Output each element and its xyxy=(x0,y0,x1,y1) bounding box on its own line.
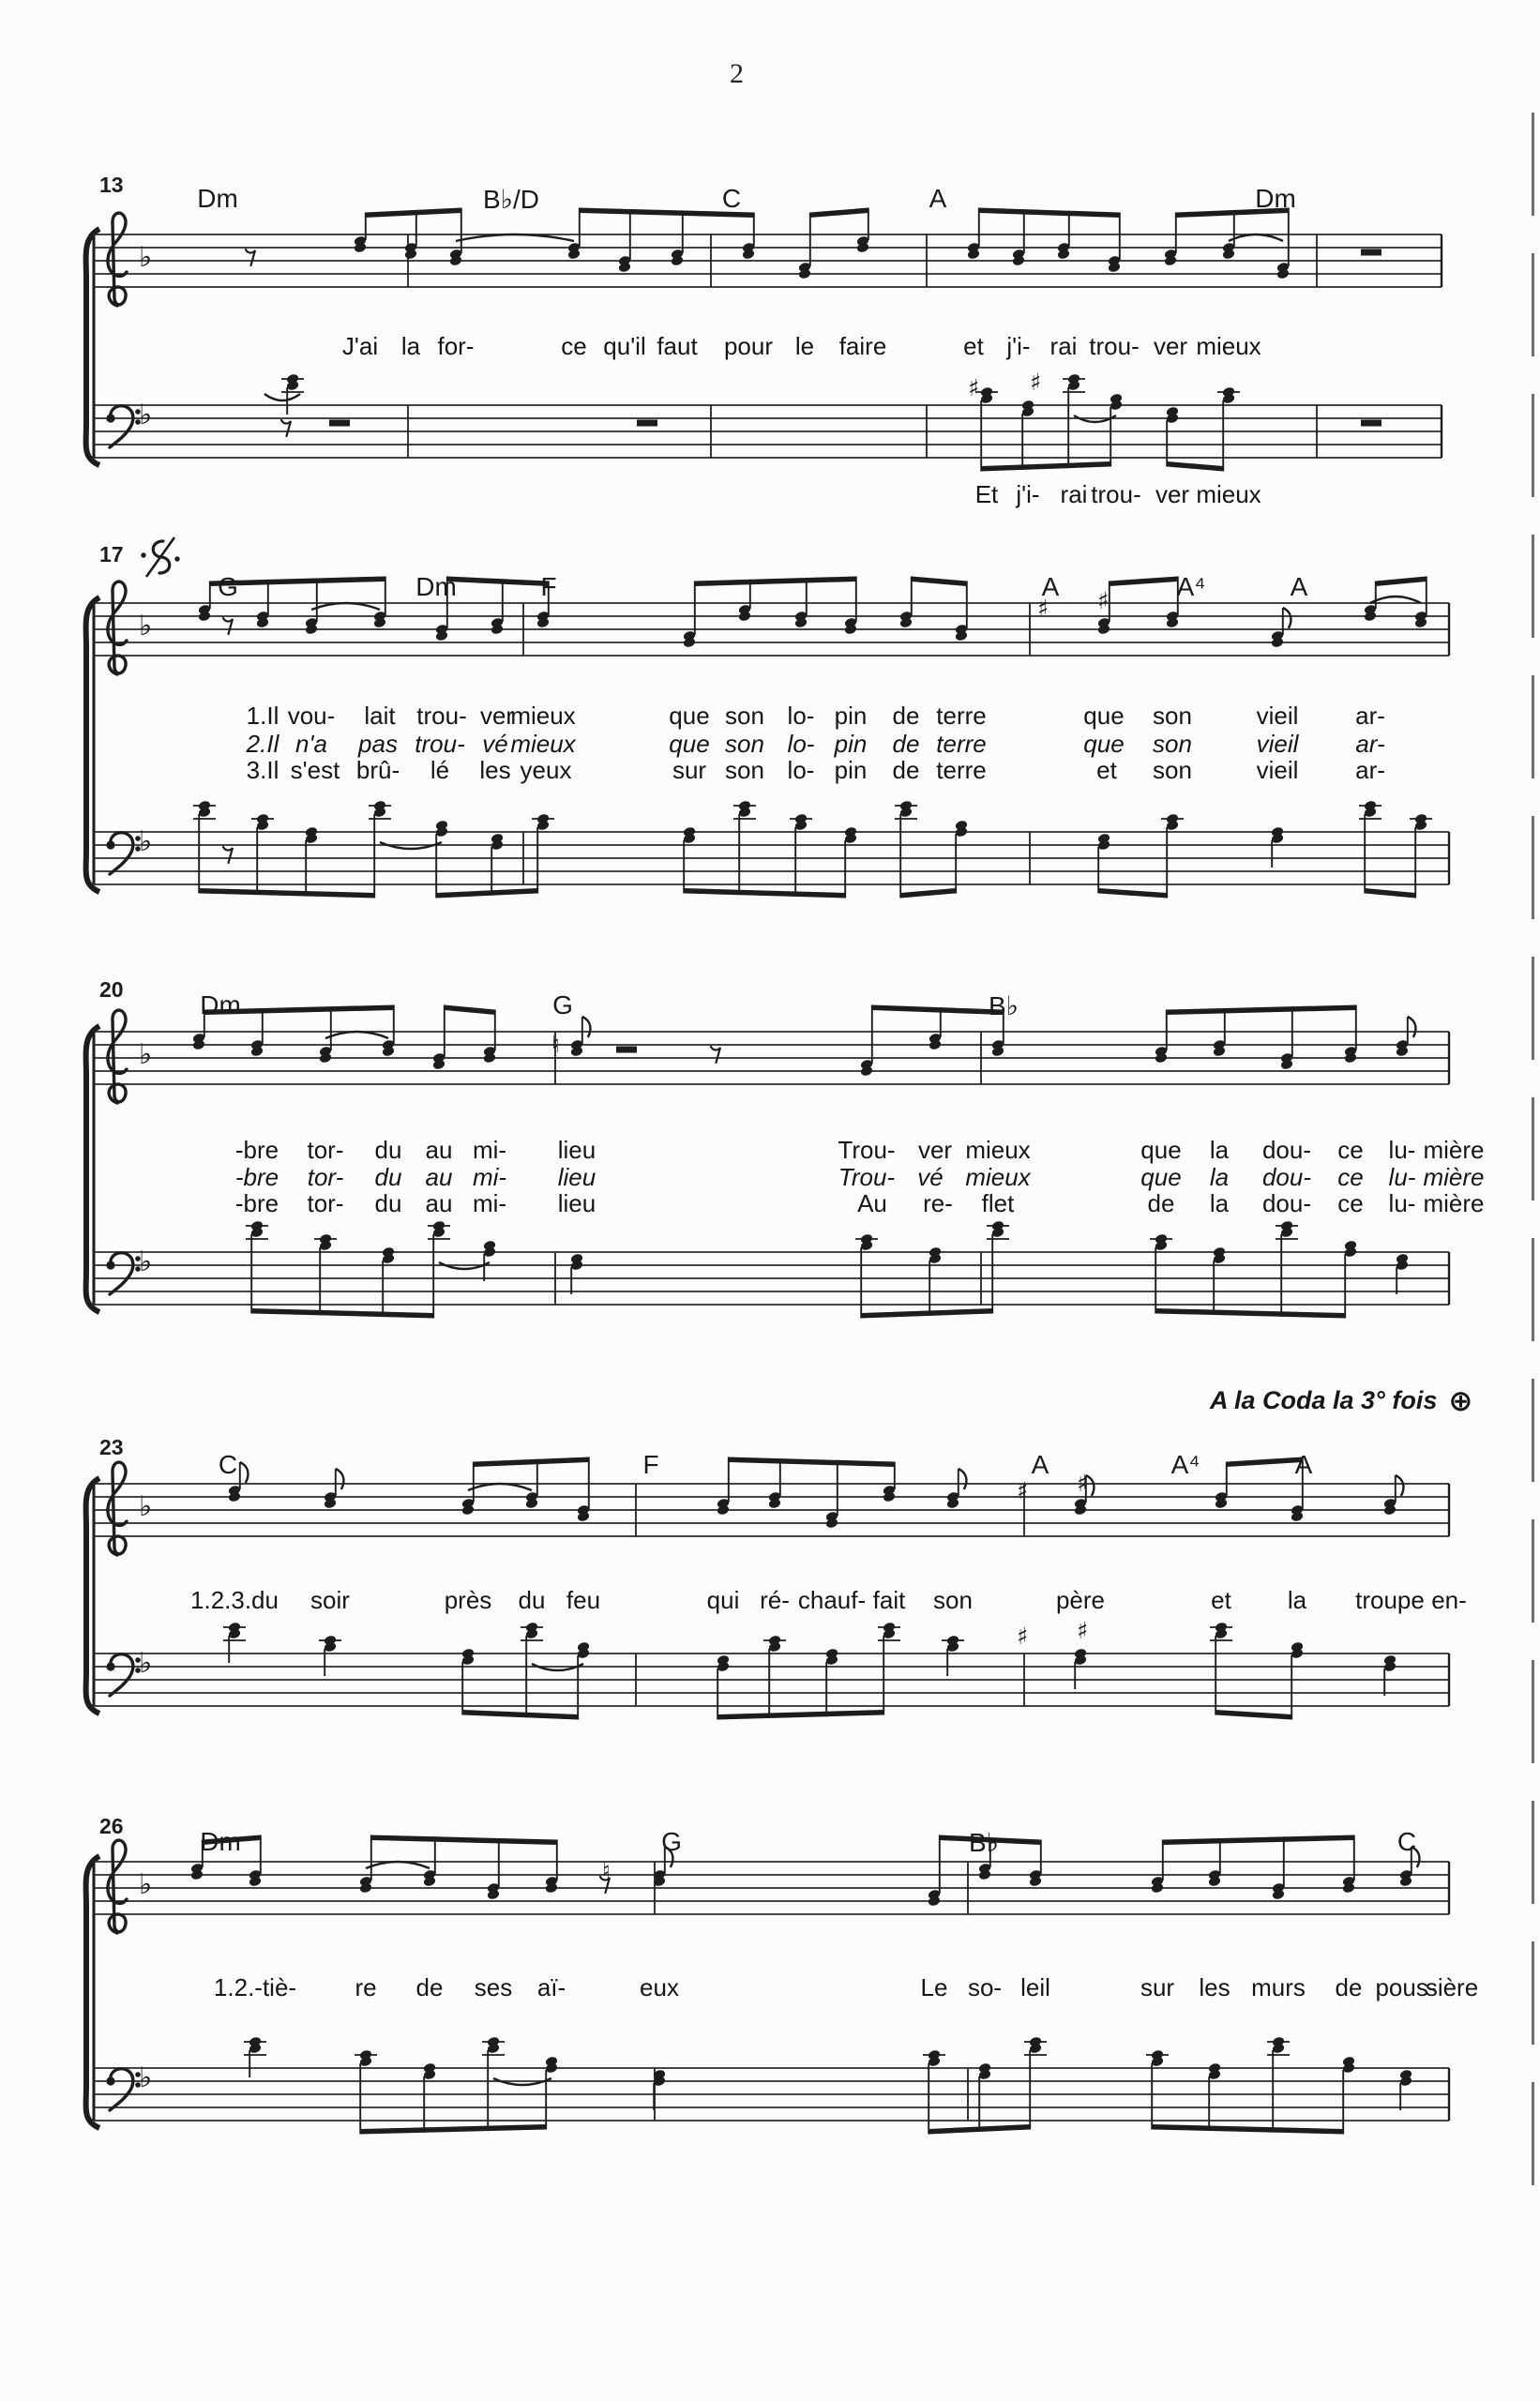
lyric-syllable: lu- xyxy=(1388,1189,1416,1217)
lyric-syllable: la xyxy=(1209,1189,1230,1217)
lyric-syllable: mi- xyxy=(472,1189,507,1217)
bass-staff xyxy=(94,1252,1449,1305)
treble-staff xyxy=(94,1862,1449,1914)
lyric-syllable: lieu xyxy=(557,1136,596,1164)
lyric-syllable: trou- xyxy=(1089,332,1140,360)
lyric-syllable: du xyxy=(374,1163,402,1191)
lyric-syllable: chauf- xyxy=(797,1586,867,1614)
sharp-icon: ♯ xyxy=(1077,1470,1089,1497)
lyric-syllable: mière xyxy=(1423,1136,1485,1164)
scan-edge-artifact xyxy=(1532,113,1534,2213)
lyric-syllable: dou- xyxy=(1261,1189,1312,1217)
chord-symbol: C xyxy=(1397,1827,1417,1856)
lyric-syllable: s'est xyxy=(290,756,340,784)
lyric-syllable: mieux xyxy=(965,1136,1031,1164)
treble-staff xyxy=(94,1484,1449,1536)
bass-lyric-syllable: trou- xyxy=(1091,480,1141,508)
chord-symbol: Dm xyxy=(197,184,238,213)
chord-symbol: A xyxy=(1031,1450,1049,1479)
chord-symbol: A xyxy=(1290,572,1308,601)
sharp-icon: ♯ xyxy=(1037,595,1049,622)
key-signature-flat-icon: ♭ xyxy=(139,1490,153,1523)
lyric-syllable: -bre xyxy=(234,1163,279,1191)
key-signature-flat-icon: ♭ xyxy=(139,1246,153,1278)
lyric-syllable: la xyxy=(1209,1136,1230,1164)
bass-notes xyxy=(223,1622,1397,1720)
key-signature-flat-icon: ♭ xyxy=(139,825,153,858)
lyric-syllable: et xyxy=(1211,1586,1231,1614)
sharp-icon: ♯ xyxy=(1030,369,1042,396)
sharp-icon: ♯ xyxy=(1097,587,1110,614)
lyric-syllable: du xyxy=(518,1586,546,1614)
lyric-syllable: mieux xyxy=(965,1163,1031,1191)
lyric-syllable: lé xyxy=(430,756,450,784)
lyric-syllable: terre xyxy=(936,730,987,758)
coda-direction-text: A la Coda la 3° fois xyxy=(1210,1386,1438,1414)
lyric-syllable: son xyxy=(1153,702,1192,730)
sharp-icon: ♯ xyxy=(1017,1477,1029,1504)
lyric-syllable: terre xyxy=(936,702,987,730)
key-signature-flat-icon: ♭ xyxy=(139,1868,153,1901)
lyric-syllable: pous- xyxy=(1375,1973,1437,2001)
lyric-syllable: son xyxy=(725,756,764,784)
lyric-syllable: son xyxy=(725,702,764,730)
lyric-syllable: pas xyxy=(358,730,398,758)
lyric-syllable: mieux xyxy=(510,702,576,730)
lyric-syllable: leil xyxy=(1020,1973,1050,2001)
lyric-syllable: lait xyxy=(364,702,396,730)
lyric-syllable: son xyxy=(1153,756,1192,784)
lyric-syllable: que xyxy=(1083,730,1125,758)
lyric-syllable: de xyxy=(1147,1189,1175,1217)
bass-staff xyxy=(94,405,1442,458)
lyric-syllable: la xyxy=(1287,1586,1307,1614)
lyric-syllable: faire xyxy=(838,332,887,360)
lyric-syllable: près xyxy=(444,1586,492,1614)
lyric-syllable: pour xyxy=(723,332,774,360)
lyric-syllable: vieil xyxy=(1256,730,1299,758)
lyric-syllable: Trou- xyxy=(838,1163,896,1191)
lyric-syllable: son xyxy=(933,1586,973,1614)
key-signature-flat-icon: ♭ xyxy=(139,241,153,274)
lyric-syllable: et xyxy=(963,332,984,360)
chord-symbol: G xyxy=(552,990,573,1019)
lyric-syllable: 2.Il xyxy=(246,730,279,758)
lyric-syllable: tor- xyxy=(307,1136,344,1164)
lyric-syllable: ce xyxy=(1337,1136,1364,1164)
lyric-syllable: vé xyxy=(482,730,508,758)
key-signature-flat-icon: ♭ xyxy=(139,610,153,642)
lyric-syllable: ar- xyxy=(1355,756,1385,784)
lyric-syllable: trou- xyxy=(416,702,467,730)
lyric-syllable: que xyxy=(1083,702,1125,730)
system-20 xyxy=(86,1005,1449,1319)
lyric-syllable: que xyxy=(669,730,710,758)
measure-number: 26 xyxy=(99,1814,124,1838)
chord-symbol: B♭ xyxy=(989,991,1019,1020)
chord-symbol: C xyxy=(721,184,742,213)
lyric-syllable: flet xyxy=(981,1189,1015,1217)
lyric-syllable: lieu xyxy=(557,1189,596,1217)
lyric-syllable: re xyxy=(355,1973,377,2001)
chord-symbol: F xyxy=(642,1450,659,1479)
lyric-syllable: for- xyxy=(437,332,475,360)
chord-symbol: A⁴ xyxy=(1170,1450,1200,1479)
bass-staff xyxy=(94,1654,1449,1706)
treble-staff xyxy=(94,234,1442,287)
lyric-syllable: J'ai xyxy=(341,332,379,360)
lyric-syllable: ar- xyxy=(1355,702,1385,730)
lyric-syllable: ver xyxy=(1153,332,1188,360)
lyric-syllable: de xyxy=(892,730,920,758)
lyric-syllable: le xyxy=(794,332,815,360)
chord-symbol: B♭ xyxy=(969,1828,999,1857)
lyric-syllable: n'a xyxy=(295,730,327,758)
measure-number: 13 xyxy=(99,173,124,197)
chord-symbol: F xyxy=(540,572,557,601)
lyric-syllable: et xyxy=(1096,756,1117,784)
chord-symbol: A xyxy=(1294,1450,1313,1479)
lyric-syllable: aï- xyxy=(536,1973,566,2001)
lyric-syllable: ar- xyxy=(1355,730,1385,758)
chord-symbol: A⁴ xyxy=(1176,572,1206,601)
bass-lyric-syllable: j'i- xyxy=(1016,480,1040,508)
lyric-syllable: terre xyxy=(936,756,987,784)
lyric-syllable: 3.Il xyxy=(246,756,279,784)
lyric-syllable: ses xyxy=(474,1973,513,2001)
chord-symbol: Dm xyxy=(1255,184,1296,213)
lyric-syllable: son xyxy=(725,730,764,758)
lyric-syllable: 1.2.-tiè- xyxy=(213,1973,297,2001)
treble-clef-icon xyxy=(108,1010,127,1103)
lyric-syllable: au xyxy=(425,1189,453,1217)
chord-symbol: Dm xyxy=(200,1827,241,1856)
lyric-syllable: feu xyxy=(566,1586,601,1614)
bass-clef-icon xyxy=(106,1253,140,1294)
lyric-syllable: lieu xyxy=(557,1163,596,1191)
sharp-icon: ♯ xyxy=(1077,1617,1089,1644)
lyric-syllable: mieux xyxy=(510,730,576,758)
bass-notes xyxy=(246,1220,1409,1319)
lyric-syllable: tor- xyxy=(307,1189,344,1217)
treble-staff xyxy=(94,603,1449,656)
chord-symbol: Dm xyxy=(200,990,241,1019)
lyric-syllable: brû- xyxy=(355,756,400,784)
lyric-syllable: re- xyxy=(923,1189,953,1217)
lyric-syllable: lu- xyxy=(1388,1163,1416,1191)
lyric-syllable: lo- xyxy=(787,730,815,758)
lyric-syllable: mière xyxy=(1423,1163,1485,1191)
chord-symbol: Dm xyxy=(415,572,457,601)
bass-staff xyxy=(94,2068,1449,2121)
measure-number: 23 xyxy=(99,1435,124,1459)
lyric-syllable: rai xyxy=(1049,332,1078,360)
chord-symbol: B♭/D xyxy=(483,185,539,214)
lyric-syllable: ver xyxy=(479,702,515,730)
measure-number: 20 xyxy=(99,977,124,1002)
page-number: 2 xyxy=(730,58,744,89)
lyric-syllable: dou- xyxy=(1261,1163,1312,1191)
lyric-syllable: au xyxy=(425,1163,453,1191)
lyric-syllable: lo- xyxy=(787,756,815,784)
lyric-syllable: soir xyxy=(310,1586,350,1614)
lyric-syllable: yeux xyxy=(520,756,572,784)
bass-lyric-syllable: Et xyxy=(974,480,999,508)
lyric-syllable: pin xyxy=(834,730,868,758)
lyric-syllable: fait xyxy=(872,1586,906,1614)
chord-symbol: C xyxy=(218,1450,238,1479)
lyric-syllable: la xyxy=(1209,1163,1230,1191)
lyric-syllable: mi- xyxy=(472,1136,507,1164)
lyric-syllable: ver xyxy=(917,1136,953,1164)
key-signature-flat-icon: ♭ xyxy=(139,1038,153,1071)
lyric-syllable: que xyxy=(1140,1163,1182,1191)
coda-icon: ⊕ xyxy=(1448,1384,1473,1417)
key-signature-flat-icon: ♭ xyxy=(139,1647,153,1680)
measure-number: 17 xyxy=(99,542,124,566)
treble-clef-icon xyxy=(108,1840,127,1933)
lyric-syllable: que xyxy=(1140,1136,1182,1164)
chord-symbol: G xyxy=(218,572,238,601)
lyric-syllable: mieux xyxy=(1196,332,1261,360)
lyric-syllable: Au xyxy=(857,1189,887,1217)
lyric-syllable: trou- xyxy=(415,730,465,758)
lyric-syllable: Trou- xyxy=(838,1136,896,1164)
lyric-syllable: ce xyxy=(561,332,587,360)
lyric-syllable: de xyxy=(892,756,920,784)
treble-clef-icon xyxy=(108,213,127,306)
coda-direction xyxy=(1210,1386,1472,1415)
treble-clef-icon xyxy=(108,581,127,674)
bass-lyric-syllable: ver xyxy=(1155,480,1190,508)
lyric-syllable: sière xyxy=(1425,1973,1479,2001)
lyric-syllable: -bre xyxy=(234,1189,279,1217)
lyric-syllable: troupe xyxy=(1355,1586,1425,1614)
lyric-syllable: du xyxy=(374,1189,402,1217)
lyric-syllable: murs xyxy=(1251,1973,1306,2001)
lyric-syllable: lo- xyxy=(787,702,815,730)
segno-icon xyxy=(141,537,179,577)
lyric-syllable: pin xyxy=(834,756,868,784)
lyric-syllable: les xyxy=(1199,1973,1230,2001)
lyric-syllable: père xyxy=(1055,1586,1106,1614)
lyric-syllable: lu- xyxy=(1388,1136,1416,1164)
lyric-syllable: Le xyxy=(920,1973,948,2001)
treble-notes xyxy=(190,1835,1420,1908)
lyric-syllable: vé xyxy=(917,1163,944,1191)
lyric-syllable: de xyxy=(892,702,920,730)
bass-lyric-syllable: rai xyxy=(1060,480,1088,508)
lyric-syllable: ce xyxy=(1337,1189,1364,1217)
bass-clef-icon xyxy=(106,833,140,874)
lyric-syllable: les xyxy=(479,756,511,784)
treble-notes xyxy=(228,1457,1404,1530)
bass-staff xyxy=(94,832,1449,884)
lyric-syllable: sur xyxy=(1140,1973,1175,2001)
lyric-syllable: j'i- xyxy=(1006,332,1031,360)
key-signature-flat-icon: ♭ xyxy=(139,399,153,431)
natural-icon: ♮ xyxy=(602,1857,611,1884)
lyric-syllable: qui xyxy=(706,1586,740,1614)
lyric-syllable: mi- xyxy=(472,1163,507,1191)
treble-notes xyxy=(192,1005,1416,1078)
bass-clef-icon xyxy=(106,406,140,447)
chord-symbol: G xyxy=(661,1827,682,1856)
lyric-syllable: faut xyxy=(657,332,698,360)
treble-staff xyxy=(94,1032,1449,1084)
lyric-syllable: 1.Il xyxy=(246,702,279,730)
lyric-syllable: en- xyxy=(1431,1586,1467,1614)
lyric-syllable: la xyxy=(400,332,421,360)
chord-symbol: A xyxy=(1041,572,1060,601)
lyric-syllable: de xyxy=(1335,1973,1363,2001)
bass-clef-icon xyxy=(106,1654,140,1696)
treble-clef-icon xyxy=(108,1462,127,1555)
lyric-syllable: qu'il xyxy=(603,332,646,360)
lyric-syllable: eux xyxy=(640,1973,679,2001)
lyric-syllable: de xyxy=(415,1973,444,2001)
lyric-syllable: 1.2.3.du xyxy=(190,1586,279,1614)
bass-notes xyxy=(193,800,1432,898)
sharp-icon: ♯ xyxy=(1017,1623,1029,1650)
natural-icon: ♮ xyxy=(551,1031,560,1058)
bass-clef-icon xyxy=(106,2069,140,2110)
bass-lyric-syllable: mieux xyxy=(1196,480,1261,508)
lyric-syllable: so- xyxy=(967,1973,1003,2001)
lyric-syllable: dou- xyxy=(1261,1136,1312,1164)
lyric-syllable: vou- xyxy=(287,702,336,730)
key-signature-flat-icon: ♭ xyxy=(139,2061,153,2094)
lyric-syllable: mière xyxy=(1423,1189,1485,1217)
lyric-syllable: du xyxy=(374,1136,402,1164)
treble-notes xyxy=(354,208,1291,280)
lyric-syllable: -bre xyxy=(234,1136,279,1164)
lyric-syllable: que xyxy=(669,702,710,730)
treble-notes xyxy=(198,577,1428,649)
lyric-syllable: tor- xyxy=(307,1163,344,1191)
sharp-icon: ♯ xyxy=(968,374,980,401)
lyric-syllable: au xyxy=(425,1136,453,1164)
chord-symbol: A xyxy=(929,184,947,213)
lyric-syllable: son xyxy=(1153,730,1192,758)
lyric-syllable: ce xyxy=(1337,1163,1364,1191)
lyric-syllable: pin xyxy=(834,702,868,730)
lyric-syllable: ré- xyxy=(760,1586,790,1614)
lyric-syllable: sur xyxy=(672,756,707,784)
lyric-syllable: vieil xyxy=(1256,702,1299,730)
lyric-syllable: vieil xyxy=(1256,756,1299,784)
bass-notes xyxy=(244,2036,1412,2135)
